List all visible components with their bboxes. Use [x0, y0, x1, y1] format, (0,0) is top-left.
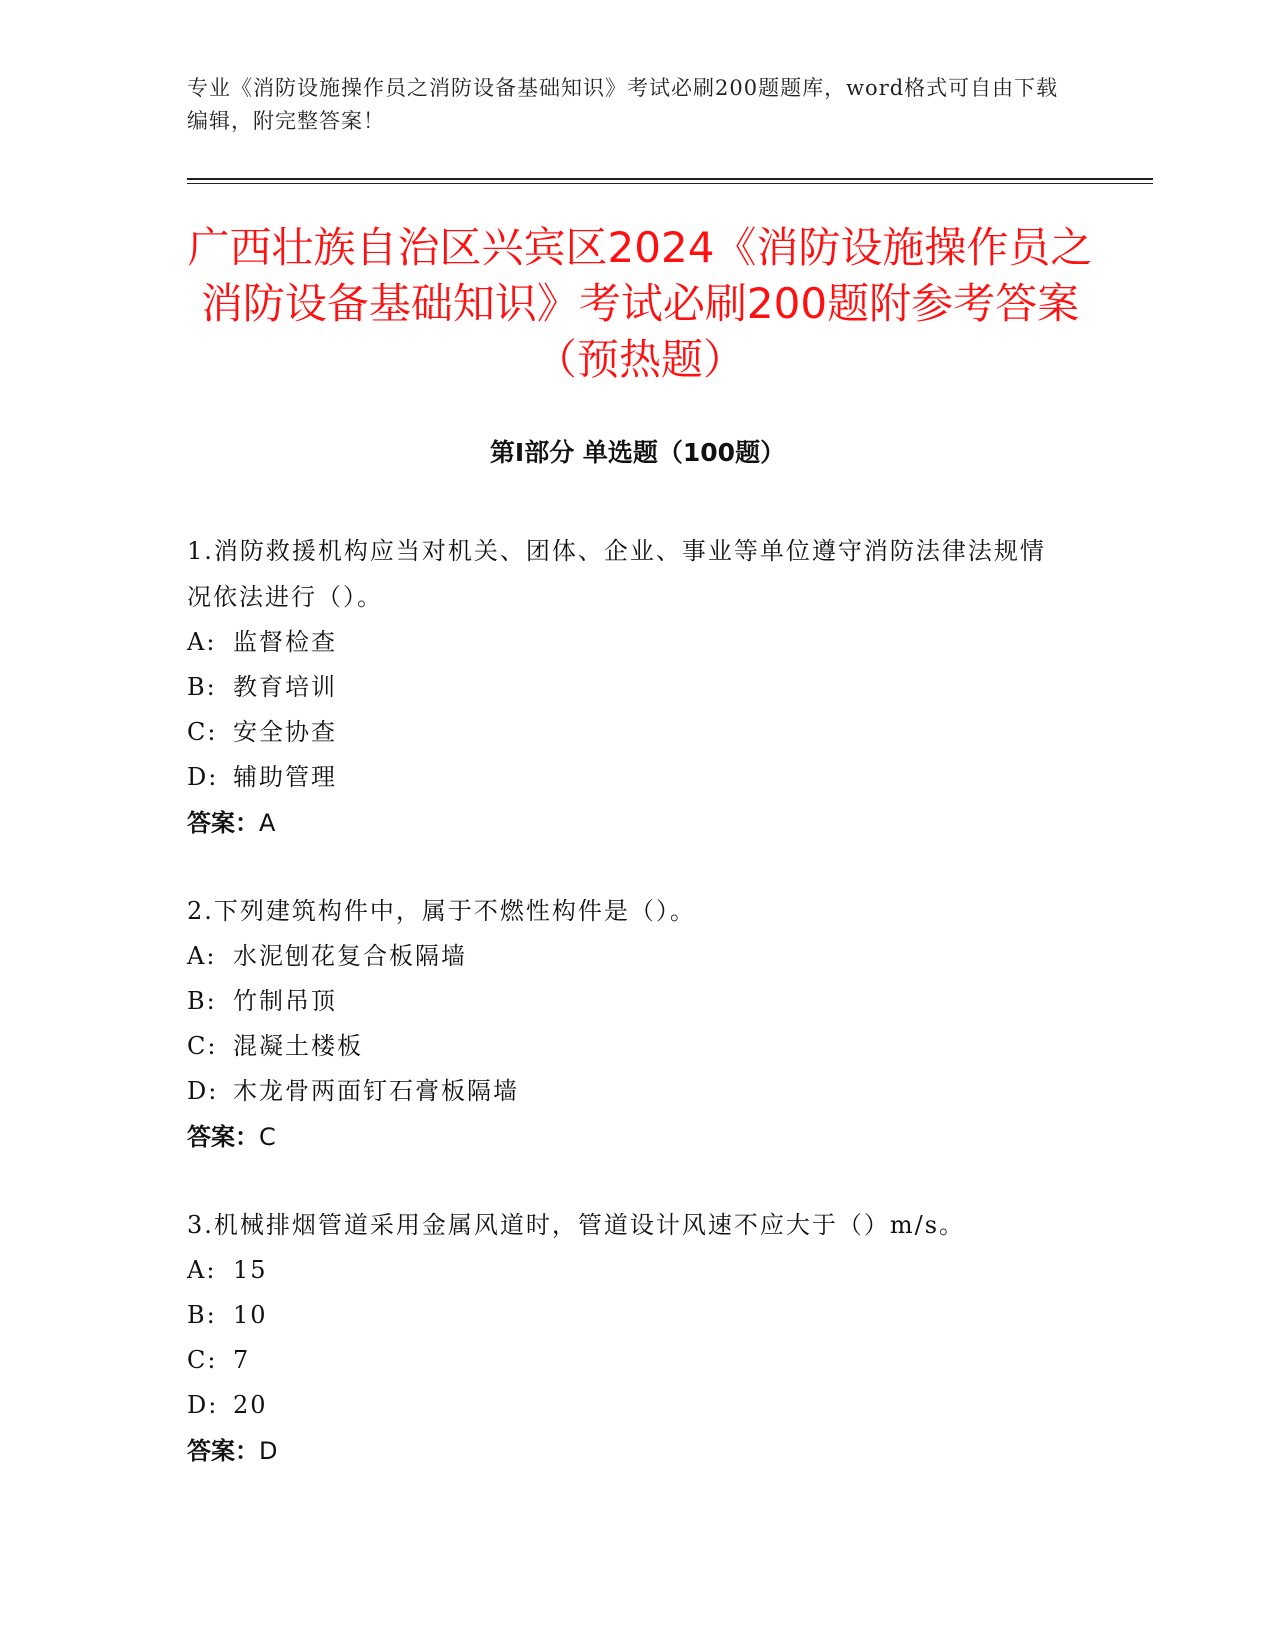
answer-label: 答案：: [187, 1123, 259, 1151]
option-a: [187, 1248, 1067, 1293]
header-divider-thin: [187, 183, 1153, 184]
option-d: [187, 755, 1067, 800]
option-c: [187, 1024, 1067, 1069]
answer-line: [187, 800, 1067, 846]
option-letter: D:: [187, 1077, 219, 1105]
option-letter: A:: [187, 628, 217, 656]
option-letter: D:: [187, 763, 219, 791]
section-heading: 第I部分 单选题（100题）: [489, 438, 786, 467]
document-title: 广西壮族自治区兴宾区2024《消防设施操作员之消防设备基础知识》考试必刷200题附参考答案（预热题）: [187, 223, 1093, 384]
option-text: 7: [233, 1346, 251, 1374]
option-letter: C:: [187, 718, 218, 746]
option-text: 安全协查: [233, 718, 337, 746]
option-letter: B:: [187, 1301, 217, 1329]
question-stem: 2.下列建筑构件中，属于不燃性构件是（）。: [187, 897, 696, 925]
option-text: 监督检查: [233, 628, 337, 656]
option-letter: D:: [187, 1391, 219, 1419]
question-3: [187, 1202, 1067, 1474]
question-1: [187, 528, 1067, 846]
option-b: [187, 1293, 1067, 1338]
option-text: 混凝土楼板: [233, 1032, 363, 1060]
question-list: [187, 528, 1067, 1516]
option-letter: A:: [187, 942, 217, 970]
option-a: [187, 934, 1067, 979]
answer-value: C: [259, 1123, 276, 1151]
option-a: [187, 620, 1067, 665]
option-c: [187, 710, 1067, 755]
option-d: [187, 1383, 1067, 1428]
answer-line: [187, 1428, 1067, 1474]
header-divider: [187, 178, 1153, 180]
option-b: [187, 979, 1067, 1024]
option-text: 水泥刨花复合板隔墙: [233, 942, 467, 970]
option-text: 10: [233, 1301, 268, 1329]
option-b: [187, 665, 1067, 710]
answer-label: 答案：: [187, 1437, 259, 1465]
header-note: 专业《消防设施操作员之消防设备基础知识》考试必刷200题题库，word格式可自由下载编辑，附完整答案！: [187, 76, 1059, 133]
question-stem: 3.机械排烟管道采用金属风道时，管道设计风速不应大于（）m/s。: [187, 1211, 966, 1239]
option-letter: B:: [187, 987, 217, 1015]
option-text: 竹制吊顶: [233, 987, 337, 1015]
option-c: [187, 1338, 1067, 1383]
option-text: 木龙骨两面钉石膏板隔墙: [233, 1077, 519, 1105]
option-text: 15: [233, 1256, 268, 1284]
option-letter: A:: [187, 1256, 217, 1284]
question-2: [187, 888, 1067, 1160]
option-text: 20: [233, 1391, 268, 1419]
question-stem: 1.消防救援机构应当对机关、团体、企业、事业等单位遵守消防法律法规情况依法进行（）。: [187, 537, 1046, 611]
answer-value: D: [259, 1437, 278, 1465]
option-letter: C:: [187, 1346, 218, 1374]
answer-label: 答案：: [187, 809, 259, 837]
option-letter: C:: [187, 1032, 218, 1060]
answer-line: [187, 1114, 1067, 1160]
answer-value: A: [259, 809, 276, 837]
option-text: 教育培训: [233, 673, 337, 701]
option-letter: B:: [187, 673, 217, 701]
option-d: [187, 1069, 1067, 1114]
option-text: 辅助管理: [233, 763, 337, 791]
